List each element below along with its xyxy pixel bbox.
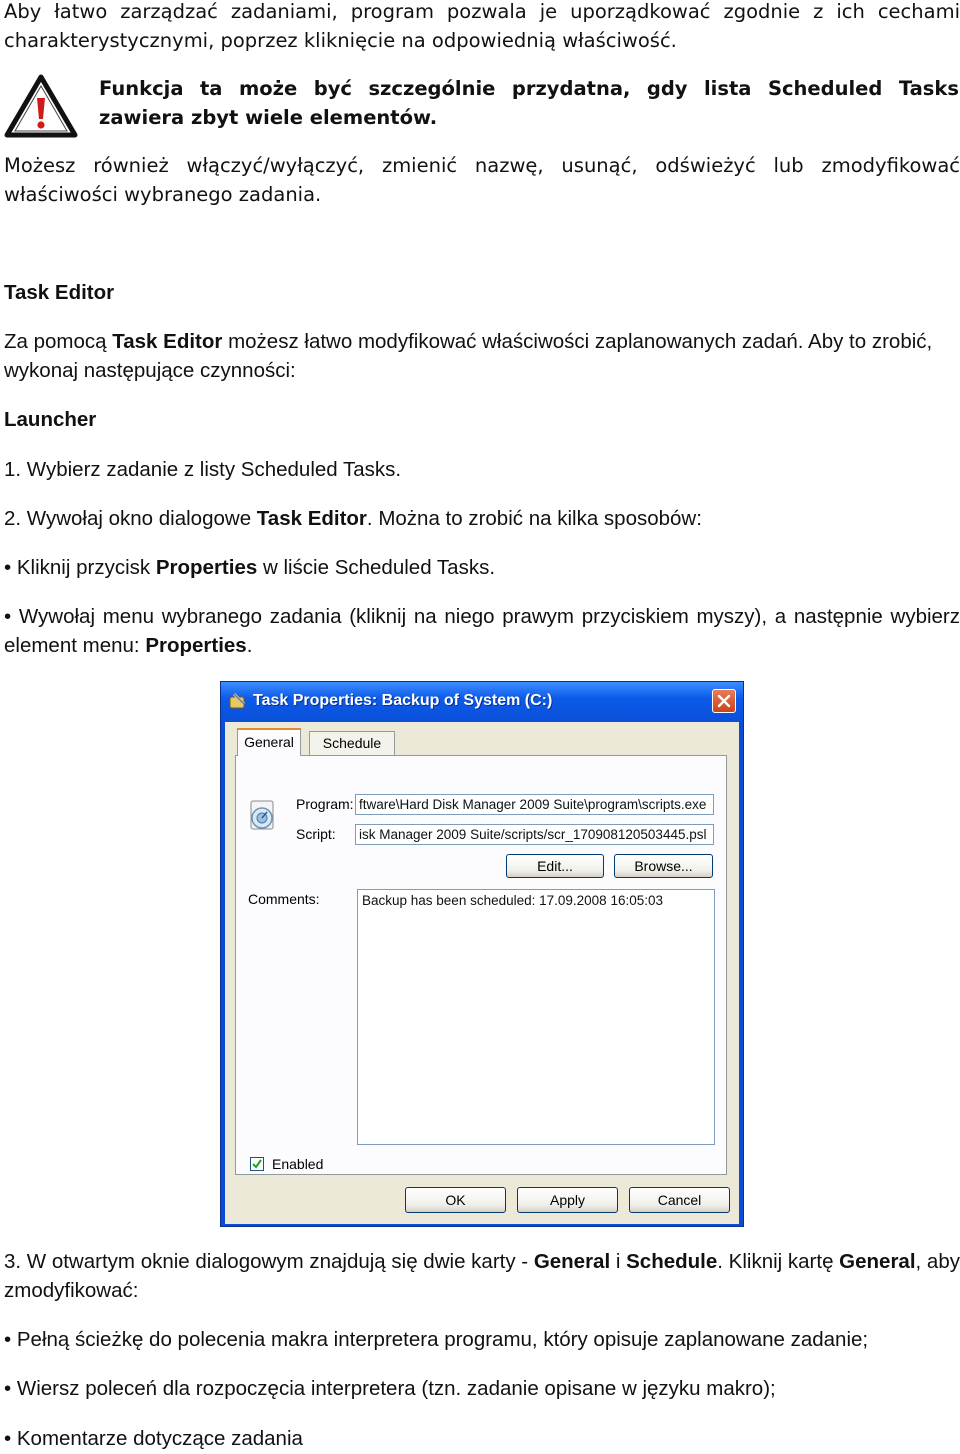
text-run-bold: General — [533, 1250, 611, 1273]
bullet-comments: • Komentarze dotyczące zadania — [4, 1427, 303, 1450]
dialog-titlebar[interactable] — [221, 682, 743, 722]
text-run: . — [246, 634, 253, 657]
text-run: 3. W otwartym oknie dialogowym znajdują się dwie karty - — [4, 1250, 534, 1273]
bullet-full-path: • Pełną ścieżkę do polecenia makra interpretera programu, który opisuje zaplanowane zadanie; — [4, 1328, 869, 1351]
text-run: możesz łatwo modyfikować właściwości zaplanowanych zadań. Aby to zrobić, wykonaj następujące czynności: — [4, 330, 933, 382]
apply-button[interactable]: Apply — [517, 1187, 618, 1213]
text-run-bold: General — [839, 1250, 916, 1273]
script-icon — [248, 800, 278, 830]
bullet-context-menu — [4, 602, 960, 660]
step-2 — [4, 504, 960, 533]
browse-button[interactable]: Browse... — [614, 854, 713, 878]
cancel-button[interactable]: Cancel — [629, 1187, 730, 1213]
intro-paragraph: Aby łatwo zarządzać zadaniami, program pozwala je uporządkować zgodnie z ich cechami charakterystycznymi, poprzez kliknięcie na odpowiednią właściwość. — [4, 0, 960, 52]
program-field[interactable]: ftware\Hard Disk Manager 2009 Suite\program\scripts.exe — [355, 794, 714, 815]
comments-label: Comments: — [248, 891, 320, 907]
ok-button[interactable]: OK — [405, 1187, 506, 1213]
text-run-bold: Properties — [155, 556, 258, 579]
script-field[interactable]: isk Manager 2009 Suite/scripts/scr_170908120503445.psl — [355, 824, 714, 845]
enabled-checkbox[interactable] — [250, 1157, 264, 1171]
text-run: . Kliknij kartę — [717, 1250, 840, 1273]
text-run-bold: Schedule — [626, 1250, 718, 1273]
app-icon — [228, 691, 248, 711]
text-run: • Wywołaj menu wybranego zadania (kliknij na niego prawym przyciskiem myszy), a następnie wybierz element menu: — [4, 605, 960, 657]
tab-schedule[interactable]: Schedule — [309, 731, 395, 756]
edit-button[interactable]: Edit... — [506, 854, 604, 878]
close-button[interactable] — [712, 689, 736, 713]
text-run: w liście Scheduled Tasks. — [257, 556, 496, 579]
enabled-label: Enabled — [272, 1156, 324, 1172]
dialog-body — [225, 722, 739, 1224]
bullet-command-line: • Wiersz poleceń dla rozpoczęcia interpretera (tzn. zadanie opisane w języku makro); — [4, 1377, 776, 1400]
heading-task-editor: Task Editor — [4, 281, 115, 304]
program-label: Program: — [296, 796, 354, 812]
heading-launcher: Launcher — [4, 408, 97, 431]
warning-note: Funkcja ta może być szczególnie przydatna, gdy lista Scheduled Tasks zawiera zbyt wiele elementów. — [99, 77, 959, 129]
bullet-properties-button — [4, 553, 960, 582]
task-editor-paragraph — [4, 327, 960, 385]
warning-icon — [4, 74, 78, 138]
text-run: 2. Wywołaj okno dialogowe — [4, 507, 257, 530]
text-run: i — [610, 1250, 627, 1273]
dialog-title: Task Properties: Backup of System (C:) — [253, 692, 553, 709]
options-paragraph: Możesz również włączyć/wyłączyć, zmienić nazwę, usunąć, odświeżyć lub zmodyfikować właściwości wybranego zadania. — [4, 154, 960, 206]
tab-general[interactable]: General — [237, 728, 301, 756]
text-run: Za pomocą — [4, 330, 113, 353]
comments-textarea[interactable]: Backup has been scheduled: 17.09.2008 16:05:03 — [357, 889, 715, 1145]
text-run: • Kliknij przycisk — [4, 556, 156, 579]
text-run: , aby zmodyfikować: — [4, 1250, 960, 1302]
general-tab-panel — [235, 755, 727, 1175]
text-run: . Można to zrobić na kilka sposobów: — [366, 507, 702, 530]
text-run-bold: Properties — [145, 634, 247, 657]
task-properties-dialog — [220, 681, 744, 1227]
text-run-bold: Task Editor — [112, 330, 223, 353]
script-label: Script: — [296, 826, 336, 842]
text-run-bold: Task Editor — [256, 507, 367, 530]
step-3 — [4, 1247, 960, 1305]
step-1: 1. Wybierz zadanie z listy Scheduled Tasks. — [4, 458, 402, 481]
